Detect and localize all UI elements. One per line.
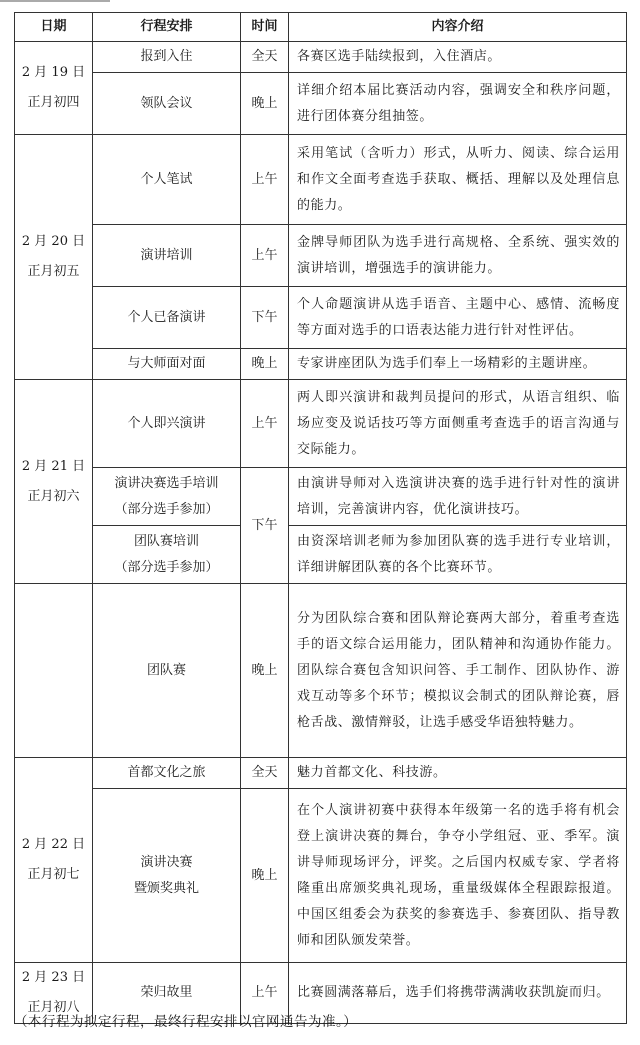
content-cell: 金牌导师团队为选手进行高规格、全系统、强实效的演讲培训，增强选手的演讲能力。 [289, 225, 627, 287]
time-cell: 晚上 [241, 349, 289, 380]
table-row [15, 135, 627, 225]
table-header-row [15, 13, 627, 42]
schedule-item: 与大师面对面 [93, 349, 241, 380]
header-time: 时间 [241, 13, 289, 42]
table-row [15, 758, 627, 789]
content-cell: 专家讲座团队为选手们奉上一场精彩的主题讲座。 [289, 349, 627, 380]
schedule-item [93, 789, 241, 963]
table-row [15, 789, 627, 963]
schedule-item [93, 468, 241, 526]
date-solar: 2 月 20 日 [21, 234, 86, 249]
header-date: 日期 [15, 13, 93, 42]
schedule-item: 个人已备演讲 [93, 287, 241, 349]
schedule-item-subtitle: （部分选手参加） [114, 501, 219, 517]
schedule-item: 领队会议 [93, 73, 241, 135]
date-solar: 2 月 23 日 [21, 970, 86, 985]
time-cell: 下午 [241, 287, 289, 349]
date-lunar: 正月初四 [27, 95, 80, 110]
time-cell: 上午 [241, 380, 289, 468]
schedule-item: 首都文化之旅 [93, 758, 241, 789]
date-solar: 2 月 22 日 [21, 837, 86, 852]
content-cell: 各赛区选手陆续报到，入住酒店。 [289, 42, 627, 73]
schedule-item: 荣归故里 [93, 963, 241, 1024]
schedule-item: 个人笔试 [93, 135, 241, 225]
content-cell: 个人命题演讲从选手语音、主题中心、感情、流畅度等方面对选手的口语表达能力进行针对性评估。 [289, 287, 627, 349]
time-cell: 上午 [241, 963, 289, 1024]
content-cell: 在个人演讲初赛中获得本年级第一名的选手将有机会登上演讲决赛的舞台，争夺小学组冠、亚、季军。演讲导师现场评分，评奖。之后国内权威专家、学者将隆重出席颁奖典礼现场，重量级媒体全程跟踪报道。中国区组委会为获奖的参赛选手、参赛团队、指导教师和团队颁发荣誉。 [289, 789, 627, 963]
schedule-item: 报到入住 [93, 42, 241, 73]
schedule-item-title: 演讲决赛 [140, 854, 193, 870]
date-solar: 2 月 19 日 [21, 65, 86, 80]
time-cell: 晚上 [241, 789, 289, 963]
content-cell: 分为团队综合赛和团队辩论赛两大部分，着重考查选手的语文综合运用能力，团队精神和沟通协作能力。团队综合赛包含知识问答、手工制作、团队协作、游戏互动等多个环节；模拟议会制式的团队辩论赛，唇枪舌战、激情辩驳，让选手感受华语独特魅力。 [289, 584, 627, 758]
table-row [15, 42, 627, 73]
time-cell: 全天 [241, 758, 289, 789]
table-row [15, 349, 627, 380]
header-content: 内容介绍 [289, 13, 627, 42]
date-lunar: 正月初七 [27, 867, 80, 882]
date-cell [15, 758, 93, 963]
schedule-item: 个人即兴演讲 [93, 380, 241, 468]
content-cell: 比赛圆满落幕后，选手们将携带满满收获凯旋而归。 [289, 963, 627, 1024]
schedule-item: 团队赛 [93, 584, 241, 758]
table-row [15, 526, 627, 584]
time-cell: 全天 [241, 42, 289, 73]
date-cell [15, 135, 93, 380]
time-cell: 下午 [241, 468, 289, 584]
content-cell: 两人即兴演讲和裁判员提问的形式，从语言组织、临场应变及说话技巧等方面侧重考查选手的语言沟通与交际能力。 [289, 380, 627, 468]
table-row [15, 468, 627, 526]
schedule-item: 演讲培训 [93, 225, 241, 287]
date-lunar: 正月初六 [27, 488, 80, 504]
header-schedule: 行程安排 [93, 13, 241, 42]
time-cell: 上午 [241, 225, 289, 287]
date-lunar: 正月初八 [27, 1000, 80, 1015]
schedule-item-title: 演讲决赛选手培训 [114, 475, 219, 491]
footnote: （本行程为拟定行程，最终行程安排以官网通告为准。） [14, 1014, 358, 1030]
table-row [15, 584, 627, 758]
schedule-table [14, 12, 627, 1024]
table-row [15, 287, 627, 349]
content-cell: 采用笔试（含听力）形式，从听力、阅读、综合运用和作文全面考查选手获取、概括、理解以及处理信息的能力。 [289, 135, 627, 225]
content-cell: 魅力首都文化、科技游。 [289, 758, 627, 789]
date-cell-empty [15, 584, 93, 758]
content-cell: 由演讲导师对入选演讲决赛的选手进行针对性的演讲培训，完善演讲内容，优化演讲技巧。 [289, 468, 627, 526]
table-row [15, 73, 627, 135]
table-row [15, 380, 627, 468]
time-cell: 晚上 [241, 73, 289, 135]
schedule-item-subtitle: 暨颁奖典礼 [133, 880, 199, 896]
date-cell [15, 42, 93, 135]
content-cell: 由资深培训老师为参加团队赛的选手进行专业培训，详细讲解团队赛的各个比赛环节。 [289, 526, 627, 584]
schedule-item [93, 526, 241, 584]
content-cell: 详细介绍本届比赛活动内容，强调安全和秩序问题，进行团体赛分组抽签。 [289, 73, 627, 135]
schedule-item-title: 团队赛培训 [133, 533, 199, 549]
schedule-item-subtitle: （部分选手参加） [114, 559, 219, 575]
time-cell: 上午 [241, 135, 289, 225]
table-row [15, 225, 627, 287]
date-cell [15, 380, 93, 584]
date-lunar: 正月初五 [27, 264, 80, 279]
time-cell: 晚上 [241, 584, 289, 758]
date-solar: 2 月 21 日 [21, 458, 86, 474]
top-edge-fragment [0, 0, 110, 6]
